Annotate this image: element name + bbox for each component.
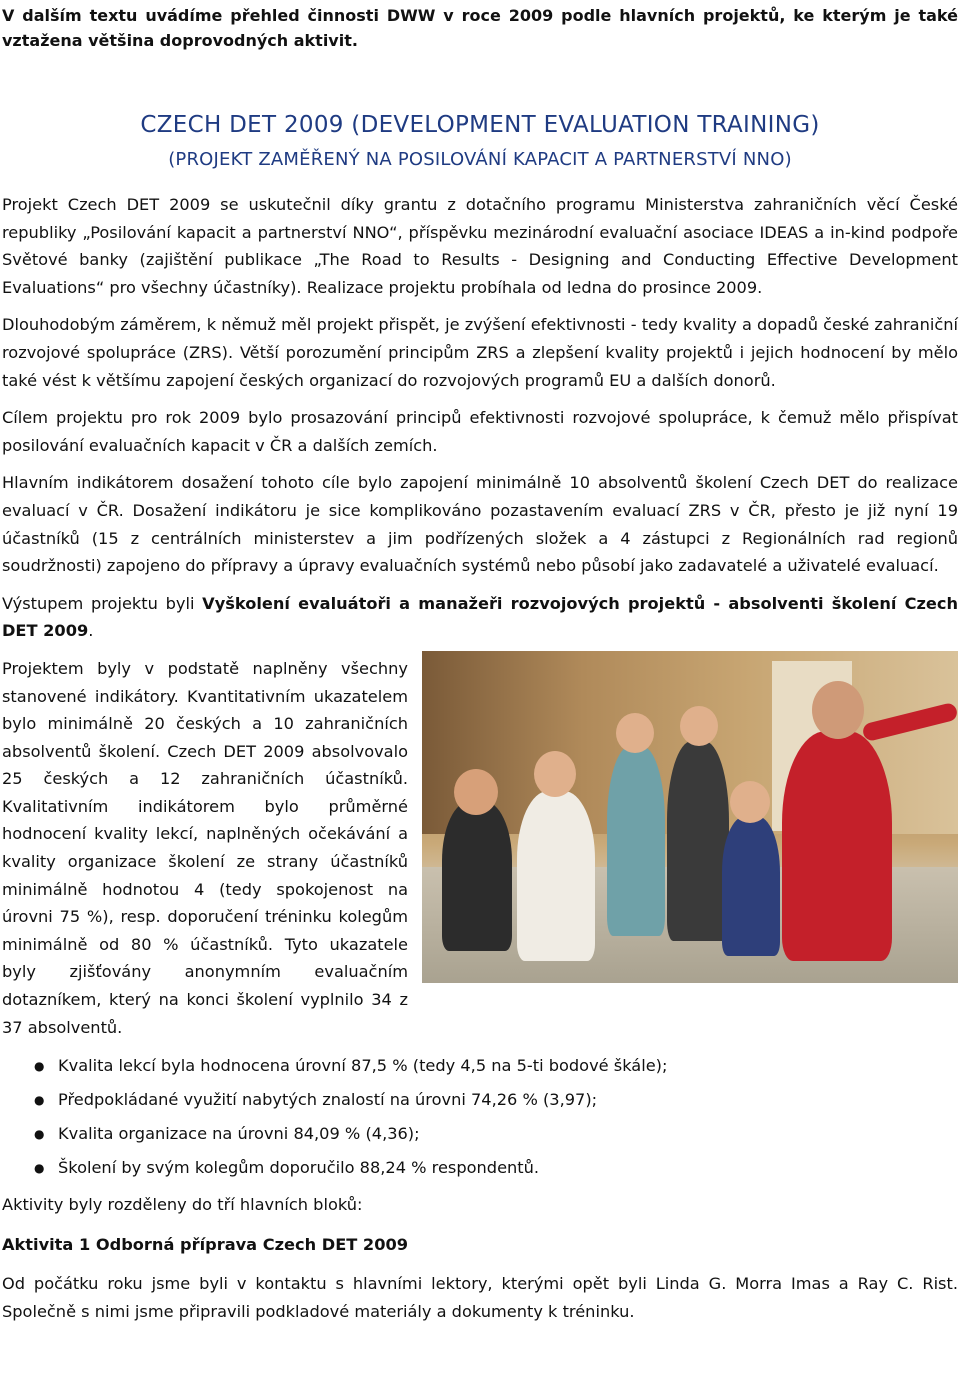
photo-person — [607, 746, 665, 936]
output-end-text: . — [88, 621, 94, 641]
section-heading — [2, 110, 958, 173]
photo-person — [442, 801, 512, 951]
photo-person-head — [616, 713, 654, 753]
bullet-icon: ● — [34, 1161, 45, 1176]
list-item — [34, 1157, 958, 1179]
bullet-icon: ● — [34, 1127, 45, 1142]
list-item — [34, 1123, 958, 1145]
photo-person-head — [730, 781, 770, 823]
photo-person — [722, 816, 780, 956]
photo-person-head — [454, 769, 498, 815]
photo-person-head — [680, 706, 718, 746]
output-bold-text: Vyškolení evaluátoři a manažeři rozvojových projektů - absolventi školení Czech DET 2009 — [2, 593, 958, 641]
paragraph-main-indicator: Hlavním indikátorem dosažení tohoto cíle bylo zapojení minimálně 10 absolventů školení Czech DET do realizace evaluací v ČR. Dosažení indikátoru je sice komplikováno pozastavením evaluací ZRS v ČR, přesto je již nyní 19 účastníků (15 z centrálních ministerstev a jim podřízených složek a 4 zástupci z Regionálních rad regionů soudržnosti) zapojeno do přípravy a úpravy evaluačních systémů nebo působí jako zadavatelé a uživatelé evaluací. — [2, 473, 958, 576]
paragraph-funding: Projekt Czech DET 2009 se uskutečnil díky grantu z dotačního programu Ministerstva zahraničních věcí České republiky „Posilování kapacit a partnerství NNO“, příspěvku mezinárodní evaluační asociace IDEAS a in-kind podpoře Světové banky (zajištění publikace „The Road to Results - Designing and Conducting Effective Development Evaluations“ pro všechny účastníky). Realizace projektu probíhala od ledna do prosince 2009. — [2, 195, 958, 297]
heading-title: CZECH DET 2009 (DEVELOPMENT EVALUATION TRAINING) — [140, 112, 820, 138]
photo-presenter — [782, 731, 892, 961]
photo-presenter-head — [812, 681, 864, 739]
paragraph-activity-blocks: Aktivity byly rozděleny do tří hlavních bloků: — [2, 1195, 363, 1215]
photo-person — [667, 741, 729, 941]
training-group-photo — [422, 651, 958, 983]
paragraph-output — [2, 590, 958, 645]
paragraph-long-term-goal: Dlouhodobým záměrem, k němuž měl projekt přispět, je zvýšení efektivnosti - tedy kvality a dopadů české zahraniční rozvojové spolupráce (ZRS). Větší porozumění principům ZRS a zlepšení kvality projektů i jejich hodnocení by mělo také vést k většímu zapojení českých organizací do rozvojových programů EU a dalších donorů. — [2, 315, 958, 390]
photo-person — [517, 791, 595, 961]
list-item-text: Předpokládané využití nabytých znalostí na úrovni 74,26 % (3,97); — [58, 1090, 598, 1110]
list-item-text: Školení by svým kolegům doporučilo 88,24 % respondentů. — [58, 1158, 540, 1178]
paragraph-objective: Cílem projektu pro rok 2009 bylo prosazování principů efektivnosti rozvojové spolupráce, k čemuž mělo přispívat posilování evaluačních kapacit v ČR a dalších zemích. — [2, 408, 958, 455]
photo-person-head — [534, 751, 576, 797]
paragraph-indicators: Projektem byly v podstatě naplněny všechny stanovené indikátory. Kvantitativním ukazatelem bylo minimálně 20 českých a 10 zahraničních absolventů školení. Czech DET 2009 absolvovalo 25 českých a 12 zahraničních účastníků. Kvalitativním indikátorem bylo průměrné hodnocení kvality lekcí, naplněných očekávání a kvality organizace školení ze strany účastníků minimálně hodnotou 4 (tedy spokojenost na úrovni 75 %), resp. doporučení tréninku kolegům minimálně od 80 % účastníků. Tyto ukazatele byly zjišťovány anonymním evaluačním dotazníkem, který na konci školení vyplnilo 34 z 37 absolventů. — [2, 658, 408, 1037]
list-item-text: Kvalita lekcí byla hodnocena úrovní 87,5 % (tedy 4,5 na 5-ti bodové škále); — [58, 1056, 668, 1076]
bullet-icon: ● — [34, 1059, 45, 1074]
intro-paragraph: V dalším textu uvádíme přehled činnosti DWW v roce 2009 podle hlavních projektů, ke kterým je také vztažena většina doprovodných aktivit. — [2, 6, 958, 50]
paragraph-activity-1: Od počátku roku jsme byli v kontaktu s hlavními lektory, kterými opět byli Linda G. Morra Imas a Ray C. Rist. Společně s nimi jsme připravili podkladové materiály a dokumenty k tréninku. — [2, 1274, 958, 1321]
heading-subtitle: (PROJEKT ZAMĚŘENÝ NA POSILOVÁNÍ KAPACIT A PARTNERSTVÍ NNO) — [168, 149, 792, 170]
activity-1-heading: Aktivita 1 Odborná příprava Czech DET 2009 — [2, 1234, 408, 1254]
list-item — [34, 1089, 958, 1111]
indicator-results-list — [2, 1055, 958, 1179]
bullet-icon: ● — [34, 1093, 45, 1108]
output-intro-text: Výstupem projektu byli — [2, 593, 203, 613]
list-item — [34, 1055, 958, 1077]
list-item-text: Kvalita organizace na úrovni 84,09 % (4,36); — [58, 1124, 420, 1144]
